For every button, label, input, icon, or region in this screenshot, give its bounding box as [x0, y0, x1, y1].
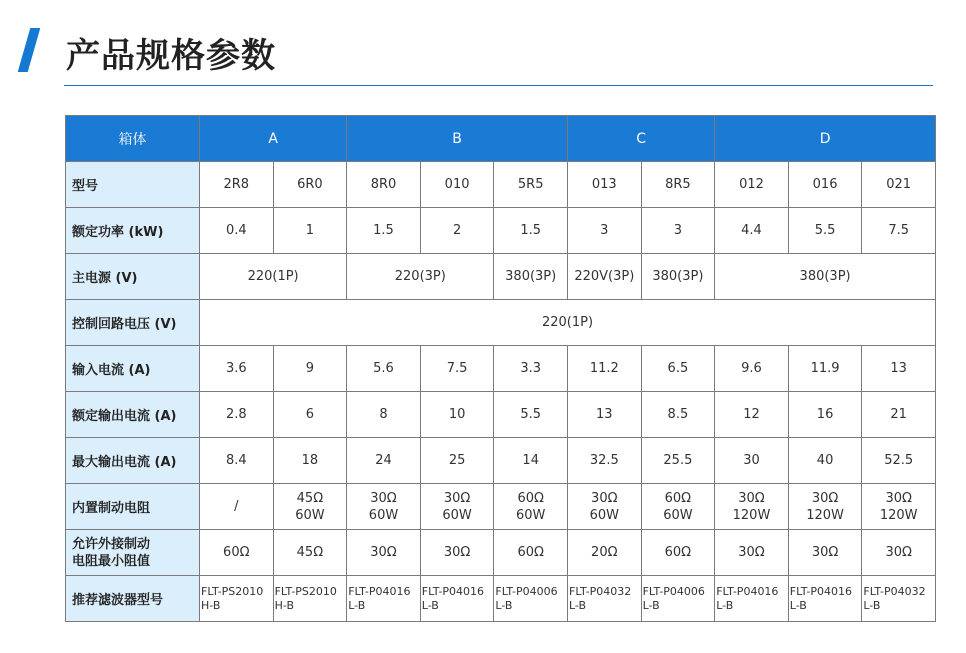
table-header-row [66, 116, 936, 162]
cell-rated-output-current: 8.5 [641, 392, 715, 438]
cell-filter [494, 576, 568, 622]
cell-builtin-resistor [420, 484, 494, 530]
row-label-control-voltage: 控制回路电压 (V) [66, 300, 200, 346]
cell-builtin-resistor [347, 484, 421, 530]
cell-line: 120W [732, 507, 771, 523]
cell-line: 60W [589, 507, 619, 523]
cell-filter [715, 576, 789, 622]
cell-rated-power: 1.5 [494, 208, 568, 254]
cell-line: FLT-P04016 [789, 584, 853, 598]
cell-line: 60W [663, 507, 693, 523]
cell-filter [347, 576, 421, 622]
cell-max-output-current: 40 [788, 438, 862, 484]
header-group-b: B [347, 116, 568, 162]
cell-rated-output-current: 12 [715, 392, 789, 438]
table-row-input-current [66, 346, 936, 392]
row-label-max-output-current: 最大输出电流 (A) [66, 438, 200, 484]
cell-line: 45Ω [296, 490, 324, 506]
cell-line: FLT-PS2010 [274, 584, 337, 598]
cell-builtin-resistor [273, 484, 347, 530]
table-row-builtin-resistor [66, 484, 936, 530]
cell-filter [420, 576, 494, 622]
cell-line: 30Ω [885, 490, 912, 506]
cell-line: FLT-P04016 [348, 584, 411, 598]
cell-main-power: 220V(3P) [568, 254, 642, 300]
cell-max-output-current: 18 [273, 438, 347, 484]
cell-line: L-B [495, 598, 513, 612]
table-row-control-voltage [66, 300, 936, 346]
table-row-rated-output-current [66, 392, 936, 438]
row-label-input-current: 输入电流 (A) [66, 346, 200, 392]
cell-rated-power: 7.5 [862, 208, 936, 254]
cell-max-output-current: 52.5 [862, 438, 936, 484]
cell-external-resistor: 60Ω [641, 530, 715, 576]
cell-line: L-B [863, 598, 881, 612]
cell-rated-power: 3 [568, 208, 642, 254]
cell-line: FLT-P04016 [716, 584, 779, 598]
table-row-filter [66, 576, 936, 622]
cell-max-output-current: 30 [715, 438, 789, 484]
cell-model: 6R0 [273, 162, 347, 208]
cell-max-output-current: 8.4 [200, 438, 274, 484]
cell-input-current: 3.3 [494, 346, 568, 392]
cell-builtin-resistor [715, 484, 789, 530]
cell-rated-output-current: 16 [788, 392, 862, 438]
cell-input-current: 3.6 [200, 346, 274, 392]
row-label-external-resistor [66, 530, 200, 576]
cell-line: FLT-P04006 [495, 584, 558, 598]
row-label-filter: 推荐滤波器型号 [66, 576, 200, 622]
cell-line: / [234, 499, 239, 514]
cell-model: 012 [715, 162, 789, 208]
header-group-a: A [200, 116, 347, 162]
table-row-max-output-current [66, 438, 936, 484]
cell-rated-power: 1.5 [347, 208, 421, 254]
cell-line: 60W [515, 507, 546, 523]
cell-model: 013 [568, 162, 642, 208]
spec-table [65, 115, 936, 622]
cell-external-resistor: 30Ω [715, 530, 789, 576]
cell-line: 60W [442, 507, 472, 523]
title-divider [64, 85, 933, 86]
cell-line: L-B [348, 598, 366, 612]
cell-line: FLT-P04016 [421, 584, 485, 598]
cell-model: 5R5 [494, 162, 568, 208]
cell-model: 2R8 [200, 162, 274, 208]
cell-line: FLT-PS2010 [201, 584, 264, 598]
cell-line: 120W [806, 507, 844, 523]
cell-line: 60W [368, 507, 399, 523]
cell-input-current: 7.5 [420, 346, 494, 392]
cell-max-output-current: 25.5 [641, 438, 715, 484]
cell-main-power: 220(1P) [200, 254, 347, 300]
page-title: 产品规格参数 [66, 36, 276, 76]
header-group-d: D [715, 116, 936, 162]
row-label-rated-output-current: 额定输出电流 (A) [66, 392, 200, 438]
row-label-rated-power: 额定功率 (kW) [66, 208, 200, 254]
cell-input-current: 11.9 [788, 346, 862, 392]
cell-external-resistor: 60Ω [494, 530, 568, 576]
cell-external-resistor: 30Ω [788, 530, 862, 576]
cell-external-resistor: 30Ω [420, 530, 494, 576]
cell-filter [641, 576, 715, 622]
cell-builtin-resistor [641, 484, 715, 530]
cell-main-power: 220(3P) [347, 254, 494, 300]
cell-line: 30Ω [370, 490, 397, 506]
title-accent-bar [18, 28, 41, 72]
cell-filter [788, 576, 862, 622]
header-group-c: C [568, 116, 715, 162]
cell-builtin-resistor [568, 484, 642, 530]
cell-line: 120W [879, 507, 918, 523]
cell-filter [200, 576, 274, 622]
cell-external-resistor: 30Ω [862, 530, 936, 576]
cell-max-output-current: 14 [494, 438, 568, 484]
cell-line: FLT-P04032 [569, 584, 632, 598]
cell-rated-output-current: 10 [420, 392, 494, 438]
table-row-external-resistor [66, 530, 936, 576]
cell-model: 021 [862, 162, 936, 208]
cell-rated-power: 2 [420, 208, 494, 254]
cell-main-power: 380(3P) [494, 254, 568, 300]
header-cabinet-label: 箱体 [66, 116, 200, 162]
cell-builtin-resistor [494, 484, 568, 530]
cell-line: L-B [569, 598, 587, 612]
cell-model: 8R5 [641, 162, 715, 208]
cell-line: L-B [789, 598, 807, 612]
cell-input-current: 9.6 [715, 346, 789, 392]
cell-input-current: 6.5 [641, 346, 715, 392]
cell-line: 30Ω [443, 490, 471, 506]
cell-line: FLT-P04006 [642, 584, 705, 598]
cell-line: L-B [642, 598, 660, 612]
cell-line: L-B [716, 598, 734, 612]
cell-line: 30Ω [591, 490, 618, 506]
cell-rated-output-current: 8 [347, 392, 421, 438]
cell-filter [568, 576, 642, 622]
row-label-main-power: 主电源 (V) [66, 254, 200, 300]
cell-external-resistor: 30Ω [347, 530, 421, 576]
cell-external-resistor: 20Ω [568, 530, 642, 576]
cell-builtin-resistor [788, 484, 862, 530]
cell-max-output-current: 24 [347, 438, 421, 484]
cell-line: 30Ω [811, 490, 839, 506]
cell-builtin-resistor [862, 484, 936, 530]
cell-external-resistor: 45Ω [273, 530, 347, 576]
cell-max-output-current: 32.5 [568, 438, 642, 484]
cell-max-output-current: 25 [420, 438, 494, 484]
cell-filter [273, 576, 347, 622]
cell-line: H-B [274, 598, 294, 612]
cell-line: 60W [295, 507, 325, 523]
cell-line: 60Ω [517, 490, 544, 506]
cell-model: 016 [788, 162, 862, 208]
table-row-rated-power [66, 208, 936, 254]
cell-rated-power: 5.5 [788, 208, 862, 254]
cell-rated-output-current: 6 [273, 392, 347, 438]
cell-filter [862, 576, 936, 622]
cell-line: FLT-P04032 [863, 584, 926, 598]
cell-main-power: 380(3P) [715, 254, 936, 300]
cell-line: 60Ω [664, 490, 692, 506]
cell-main-power: 380(3P) [641, 254, 715, 300]
cell-input-current: 5.6 [347, 346, 421, 392]
cell-model: 8R0 [347, 162, 421, 208]
cell-model: 010 [420, 162, 494, 208]
row-label-line: 电阻最小阻值 [72, 553, 151, 569]
table-row-model [66, 162, 936, 208]
cell-input-current: 13 [862, 346, 936, 392]
cell-rated-power: 1 [273, 208, 347, 254]
cell-rated-power: 4.4 [715, 208, 789, 254]
row-label-builtin-resistor: 内置制动电阻 [66, 484, 200, 530]
row-label-line: 允许外接制动 [72, 536, 151, 552]
row-label-model: 型号 [66, 162, 200, 208]
cell-rated-output-current: 21 [862, 392, 936, 438]
cell-rated-power: 3 [641, 208, 715, 254]
cell-rated-power: 0.4 [200, 208, 274, 254]
cell-line: 30Ω [738, 490, 765, 506]
cell-rated-output-current: 13 [568, 392, 642, 438]
cell-line: L-B [421, 598, 439, 612]
cell-builtin-resistor [200, 484, 274, 530]
table-row-main-power [66, 254, 936, 300]
cell-input-current: 9 [273, 346, 347, 392]
cell-control-voltage: 220(1P) [200, 300, 936, 346]
cell-external-resistor: 60Ω [200, 530, 274, 576]
cell-input-current: 11.2 [568, 346, 642, 392]
cell-line: H-B [201, 598, 221, 612]
cell-rated-output-current: 2.8 [200, 392, 274, 438]
cell-rated-output-current: 5.5 [494, 392, 568, 438]
